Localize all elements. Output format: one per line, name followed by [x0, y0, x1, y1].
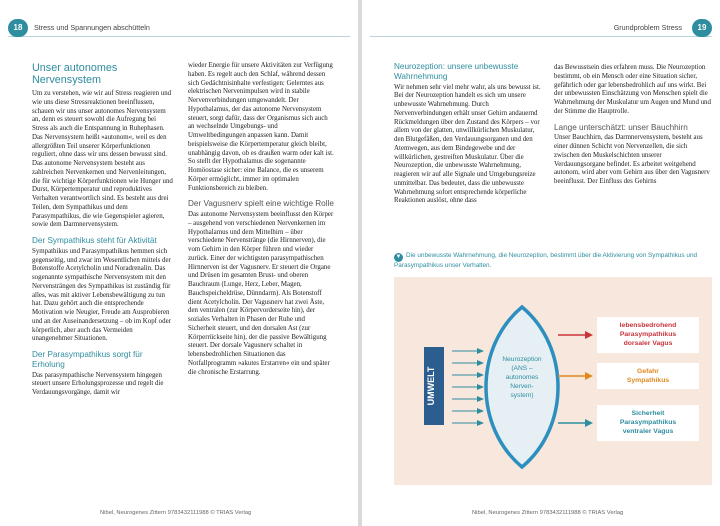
- arrow-down-icon: ▼: [395, 254, 402, 260]
- output-box-label: [620, 322, 677, 347]
- subheading-bauchhirn: Lange unterschätzt: unser Bauchhirn: [554, 122, 688, 132]
- output-box: [597, 317, 699, 353]
- neurozeption-label-line: autonomes: [505, 374, 539, 381]
- paragraph: Wir nehmen sehr viel mehr wahr, als uns bewusst ist. Bei der Neurozeption handelt es sich um unsere unbewusste Wahrnehmung. Durch Nervenverbindungen erhält unser Gehirn andauernd Rückmeldungen über den Zustand des Körpers – vor allem von der glatten, unwillkürlichen Muskulatur, den Blutgefäßen, den Verdauungsorganen und den Atemwegen, aus dem Bindegewebe und der willkürlichen, gestreiften Muskulatur. Über die Neurozeption, die unbewusste Wahrnehmung, reagieren wir auf alle Signale und Umgebungsreize unmittelbar. Das bedeutet, dass die unbewusste Wahrnehmung sofort entsprechende körperliche Reaktionen auslöst, ohne dass: [394, 83, 541, 205]
- input-arrow: [452, 396, 484, 402]
- neurozeption-diagram: [394, 277, 712, 485]
- output-box: [597, 363, 699, 389]
- output-box-label-line: Sicherheit: [631, 410, 665, 417]
- output-box-label-line: Gefahr: [637, 368, 659, 375]
- left-column-2: [188, 62, 334, 377]
- output-box-label-line: dorsaler Vagus: [623, 340, 673, 347]
- figure-caption-text: Die unbewusste Wahrnehmung, die Neurozeption, bestimmt über die Aktivierung von Sympathikus und Parasympathikus unser Verhalten.: [394, 252, 698, 269]
- neurozeption-label-line: system): [510, 392, 534, 399]
- output-arrows: [558, 331, 593, 427]
- page-number-left: 18: [8, 19, 28, 37]
- neurozeption-label-line: (ANS –: [511, 365, 533, 372]
- input-arrow: [452, 360, 484, 366]
- paragraph: Das parasympathische Nervensystem hingegen steuert unsere Erholungsprozesse und regelt die Verdauungsvorgänge, damit wir: [32, 371, 164, 397]
- output-box-label-line: ventraler Vagus: [622, 428, 674, 435]
- page-number-right: 19: [692, 19, 712, 37]
- output-box-label-line: lebensbedrohend: [619, 322, 677, 329]
- umwelt-label: UMWELT: [426, 366, 436, 406]
- right-column-2: [554, 64, 714, 187]
- subheading-vagusnerv: Der Vagusnerv spielt eine wichtige Rolle: [188, 199, 334, 209]
- neurozeption-label-line: Nerven-: [510, 383, 534, 390]
- subheading-sympathikus: Der Sympathikus steht für Aktivität: [32, 236, 157, 245]
- right-footer: Nibel, Neurogenes Zittern 9783432111988 © TRIAS Verlag: [472, 510, 624, 516]
- paragraph: Sympathikus und Parasympathikus hemmen sich gegenseitig, und zwar im Wesentlichen mittels der Botenstoffe Acetylcholin und Noradrenalin. Das sogenannte sympathische Nervensystem mit den Nervensträngen des Sympathikus ist zuständig für alles, was mit aktiver Lebensbewältigung zu tun hat. Dazu gehört auch die entsprechende Motivation wie Neugier, Freude am Ausprobieren und an der Auseinandersetzung – ob im Kopf oder körperlich, aber auch das Vermeiden unangenehmer Situationen.: [32, 247, 171, 343]
- paragraph: Das autonome Nervensystem beeinflusst den Körper – ausgehend von verschiedenen Nervenkernen im Hypothalamus und dem Mittelhirn – über verschiedene Nervenstränge (die Hirnnerven), die vom Gehirn in den Körper führen und wieder zurück. Einer der wichtigsten parasympathischen Hirnnerven ist der Vagusnerv. Er steuert die Organe und Drüsen im gesamten Brust- und oberen Bauchraum (Lunge, Herz, Leber, Magen, Bauchspeicheldrüse, Dünndarm). Als Botenstoff dient Acetylcholin. Der Vagusnerv hat zwei Äste, den ventralen (zur Körpervorderseite hin), der soziales Verhalten in Phasen der Ruhe und Sicherheit steuert, und den dorsalen Ast (zur Körperrückseite hin), der die passive Bewältigung steuert. Der dorsale Vagusnerv schaltet in lebensbedrohlichen Situationen das Notfallprogramm »akutes Erstarren« ein und später die chronische Erstarrung.: [188, 211, 334, 376]
- neurozeption-figure: [394, 277, 712, 485]
- left-column-1: [32, 60, 174, 398]
- heading-neurozeption: Neurozeption: unsere unbewusste Wahrnehmung: [394, 62, 519, 81]
- left-page: [0, 0, 358, 526]
- right-header-title: Grundproblem Stress: [613, 23, 682, 32]
- paragraph: wieder Energie für unsere Aktivitäten zur Verfügung haben. Es regelt auch den Schlaf, während dessen sich Gedächtnisinhalte verfestigen: Gelerntes aus elektrischen Nervenimpulsen wird in stabile Nervenverbindungen umgewandelt. Der Hypothalamus, der das autonome Nervensystem steuert, sorgt dafür, dass der Organismus sich auch an wechselnde Umgebungs- und Umweltbedingungen anpassen kann. Damit beispielsweise die Körpertemperatur gleich bleibt, unabhängig davon, ob es draußen warm oder kalt ist. So stellt der Hypothalamus die sogenannte Homöostase sicher: eine Balance, die es unserem Körper ermöglicht, immer im optimalen Funktionsbereich zu bleiben.: [188, 62, 334, 192]
- neurozeption-label-line: Neurozeption: [502, 356, 542, 363]
- output-arrow: [558, 419, 593, 427]
- paragraph: Um zu verstehen, wie wir auf Stress reagieren und wie uns diese Stressreaktionen beeinflussen, schauen wir uns unser autonomes Nervensystem an, denn es steuert sowohl die Aufregung bei Stress als auch die Entspannung in Ruhephasen. Das Nervensystem heißt »autonom«, weil es den allergrößten Teil unserer Körperfunktionen reguliert, ohne dass wir uns dessen bewusst sind. Das autonome Nervensystem besteht aus zahlreichen Nervenkernen und Nervenleitungen, die für wichtige Körperfunktionen wie Hunger und Durst, Körpertemperatur und reproduktives Verhalten verantwortlich sind. Es besteht aus drei Teilen, dem Sympathikus und dem Parasympathikus, die wie Gegenspieler agieren, sowie dem Darmnervensystem.: [32, 90, 173, 229]
- input-arrows: [452, 348, 484, 426]
- right-header: [370, 19, 712, 37]
- paragraph: Unser Bauchhirn, das Darmnervensystem, besteht aus einer dünnen Schicht von Nervenzellen, die sich zwischen den Muskelschichten unserer Verdauungsorgane befindet. Es arbeitet weitgehend autonom, wird aber vom Gehirn aus über den Vagusnerv beeinflusst. Der Einfluss des Gehirns: [554, 134, 710, 186]
- heading-autonomes-nervensystem: Unser autonomes Nervensystem: [32, 62, 118, 86]
- figure-caption: [394, 252, 712, 270]
- left-header-title: Stress und Spannungen abschütteln: [34, 23, 150, 32]
- output-box-label-line: Parasympathikus: [619, 331, 677, 338]
- input-arrow: [452, 408, 484, 414]
- output-box-label-line: Sympathikus: [626, 377, 670, 384]
- subheading-parasympathikus: Der Parasympathikus sorgt für Erholung: [32, 350, 143, 369]
- output-box-label-line: Parasympathikus: [619, 419, 677, 426]
- input-arrow: [452, 384, 484, 390]
- left-header: [8, 19, 350, 37]
- output-arrow: [558, 331, 593, 339]
- output-arrow: [558, 372, 593, 380]
- output-box: [597, 405, 699, 441]
- paragraph: das Bewusstsein dies erfahren muss. Die Neurozeption bestimmt, ob ein Mensch oder eine Situation sicher, gefährlich oder gar lebensbedrohlich auf uns wirkt. Bei der unbewussten Einschätzung von Menschen spielt die Wahrnehmung der Muskulatur um Augen und Mund und der Stimme die Hauptrolle.: [554, 64, 711, 115]
- right-column-1: [394, 62, 544, 206]
- input-arrow: [452, 420, 484, 426]
- left-footer: Nibel, Neurogenes Zittern 9783432111988 © TRIAS Verlag: [100, 510, 252, 516]
- output-boxes: [597, 317, 699, 441]
- input-arrow: [452, 372, 484, 378]
- input-arrow: [452, 348, 484, 354]
